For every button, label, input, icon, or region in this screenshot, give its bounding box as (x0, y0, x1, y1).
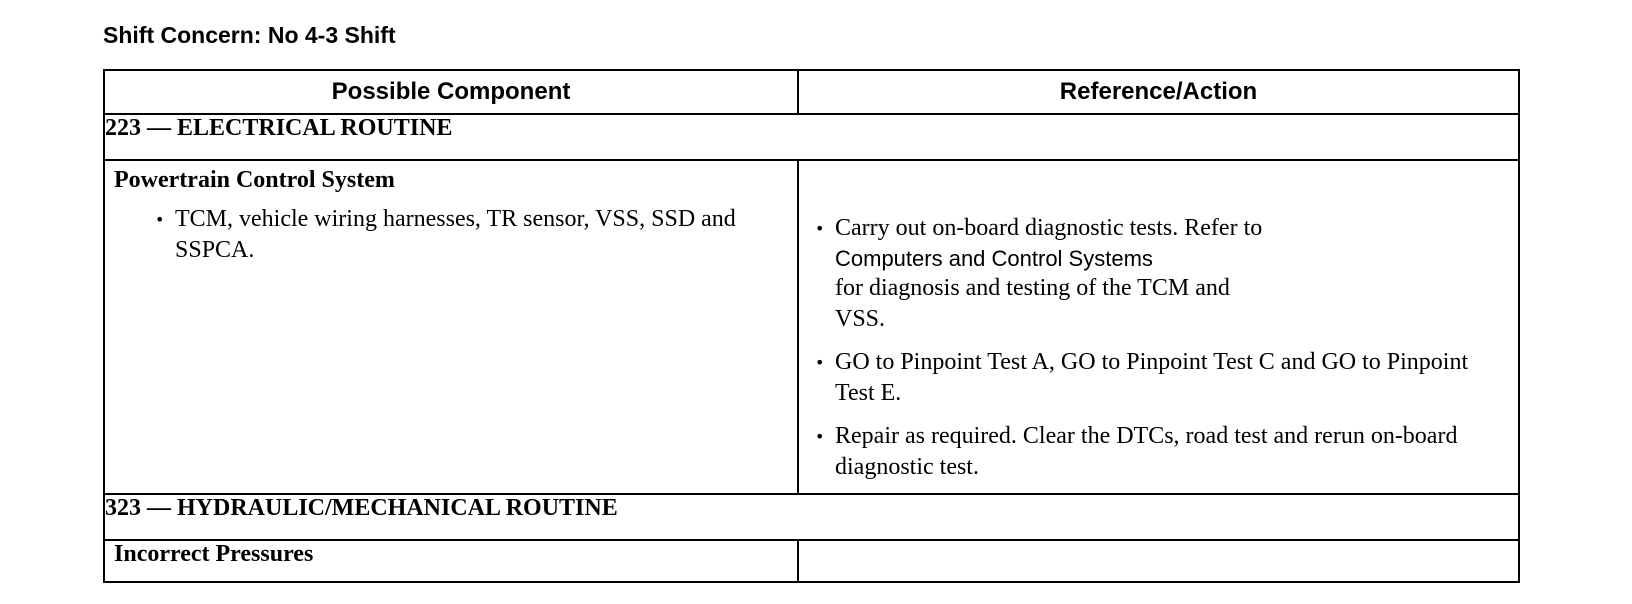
action-1-line-3: for diagnosis and testing of the TCM and (835, 275, 1230, 301)
component-bullet-text: TCM, vehicle wiring harnesses, TR sensor, VSS, SSD and SSPCA. (175, 206, 736, 263)
action-bullet-item-1 (811, 213, 1508, 335)
bullet-icon: • (815, 353, 825, 372)
routine-row-electrical (104, 114, 1519, 160)
reference-cell-incorrect-pressures (798, 540, 1519, 582)
bullet-icon: • (815, 427, 825, 446)
reference-link-computers-control-systems[interactable]: Computers and Control Systems (835, 246, 1153, 271)
action-1-line-4: VSS. (835, 306, 886, 332)
component-bullet-item (151, 204, 789, 266)
component-cell-powertrain (104, 160, 798, 494)
bullet-icon: • (155, 210, 165, 229)
table-row-powertrain (104, 160, 1519, 494)
action-bullet-list (811, 213, 1508, 483)
action-bullet-item-3 (811, 421, 1508, 483)
routine-row-hydraulic (104, 494, 1519, 540)
page-title: Shift Concern: No 4-3 Shift (103, 22, 396, 48)
routine-label-hydraulic: 323 — HYDRAULIC/MECHANICAL ROUTINE (104, 494, 1519, 540)
table-row-incorrect-pressures (104, 540, 1519, 582)
column-header-reference: Reference/Action (798, 70, 1519, 114)
table-header-row (104, 70, 1519, 114)
component-cell-incorrect-pressures (104, 540, 798, 582)
component-name-incorrect-pressures: Incorrect Pressures (114, 541, 314, 567)
bullet-icon: • (815, 219, 825, 238)
action-bullet-item-2 (811, 347, 1508, 409)
action-3-text: Repair as required. Clear the DTCs, road test and rerun on-board diagnostic test. (835, 423, 1458, 480)
routine-label-electrical: 223 — ELECTRICAL ROUTINE (104, 114, 1519, 160)
action-1-line-1: Carry out on-board diagnostic tests. Refer to (835, 215, 1263, 241)
component-name-powertrain: Powertrain Control System (114, 167, 395, 193)
reference-cell-powertrain (798, 160, 1519, 494)
diagnosis-table (103, 69, 1520, 583)
component-bullet-list (151, 204, 789, 266)
action-2-text: GO to Pinpoint Test A, GO to Pinpoint Test C and GO to Pinpoint Test E. (835, 349, 1469, 406)
column-header-component: Possible Component (104, 70, 798, 114)
